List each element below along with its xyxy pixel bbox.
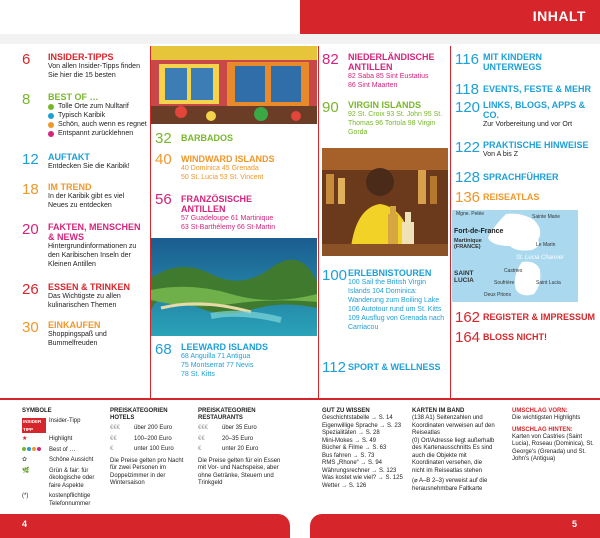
best-of-item: Typisch Karibik <box>48 111 147 120</box>
entry-title: FRANZÖSISCHE ANTILLEN <box>181 194 253 214</box>
barbados-house-photo <box>151 46 317 124</box>
entry-title: SPRACHFÜHRER <box>483 172 559 182</box>
left-page-number: 4 <box>22 519 28 529</box>
entry-description: Von allen Insider-Tipps finden Sie hier die 15 besten <box>48 63 140 79</box>
toc-entry[interactable] <box>22 320 142 348</box>
good-to-know-list: GUT ZU WISSEN Geschichtstabelle → S. 14 Eigenwillige Sprache → S. 23 Spezialitäten → S. 28 Mini-Mokes → S. 49 Bücher & Filme → S. 63 Bus fahren → S. 73 RMS „Rhone“ → S. 94 Währungsrechner → S. 123 Was kostet wie viel? → S. 125 Wetter → S. 126 <box>322 408 408 490</box>
entry-title: REGISTER & IMPRESSUM <box>483 312 596 322</box>
entry-title: SPORT & WELLNESS <box>348 362 441 372</box>
best-of-item: Tolle Orte zum Nulltarif <box>48 102 147 111</box>
reiseatlas-map[interactable] <box>452 210 578 302</box>
legend-heading: GUT ZU WISSEN <box>322 408 370 414</box>
entry-title: VIRGIN ISLANDS <box>348 100 422 110</box>
entry-description: Zur Vorbereitung und vor Ort <box>483 121 573 128</box>
best-of-item: Entspannt zurücklehnen <box>48 129 147 138</box>
entry-description: Shoppingspaß und Bummelfreuden <box>48 331 107 347</box>
map-label: Soufrière <box>494 280 515 286</box>
map-label: Deux Pitons <box>484 292 511 298</box>
legend-heading: KARTEN IM BAND <box>412 408 465 414</box>
toc-entry[interactable] <box>22 282 142 310</box>
legend-note: Die Preise gelten pro Nacht für zwei Personen im Doppelzimmer in der Wintersaison <box>110 457 184 486</box>
toc-entry[interactable] <box>322 100 447 137</box>
star-icon: ★ <box>22 436 28 442</box>
page-number: 118 <box>455 81 479 98</box>
footer-divider <box>0 398 600 400</box>
legend-heading: SYMBOLE <box>22 408 52 414</box>
entry-title: IM TREND <box>48 182 92 192</box>
map-label: Martinique (FRANCE) <box>454 238 482 250</box>
page-title: INHALT <box>532 8 586 24</box>
bartender-photo <box>322 148 448 256</box>
entry-description: Das Wichtigste zu allen kulinarischen Themen <box>48 293 121 309</box>
toc-entry[interactable] <box>455 309 596 326</box>
toc-entry[interactable] <box>322 359 447 376</box>
toc-entry[interactable] <box>455 52 595 72</box>
page-number: 116 <box>455 51 479 68</box>
page-number: 128 <box>455 169 481 186</box>
map-label: Mgne. Pelée <box>456 211 485 217</box>
page-number: 162 <box>455 309 481 326</box>
page-number: 56 <box>155 191 172 208</box>
page-number: 122 <box>455 139 481 156</box>
page-number: 6 <box>22 51 31 68</box>
toc-entry[interactable] <box>322 52 447 90</box>
page-number: 12 <box>22 151 39 168</box>
column-divider <box>450 46 451 398</box>
map-label: Sainte Marie <box>532 214 561 220</box>
symbol-legend: SYMBOLE INSIDER TIPP Insider-Tipp ★ Highlight Best of … ✿ Schöne Aussicht 🌿 Grün & fair: für ökologische oder faire Aspekte (*) kostenpflichtige Telefonnummer <box>22 408 104 508</box>
entry-description: In der Karibik gibt es viel Neues zu entdecken <box>48 193 125 209</box>
toc-entry[interactable] <box>155 130 315 147</box>
page-number: 68 <box>155 341 172 358</box>
maps-legend: KARTEN IM BAND (138 A1) Seitenzahlen und Koordinaten verweisen auf den Reiseatlas (0) Ort/Adresse liegt außerhalb des Kartenausschnitts Es sind auch die Objekte mit Koordinaten versehen, die nicht im Reiseatlas stehen (⌀ A–B 2–3) verweist auf die herausnehmbare Faltkarte <box>412 408 495 492</box>
toc-entry[interactable] <box>22 92 147 138</box>
hotel-price-legend: PREISKATEGORIEN HOTELS €€€ über 200 Euro €€ 100–200 Euro € unter 100 Euro Die Preise gelten pro Nacht für zwei Personen im Doppelzimmer in der Wintersaison <box>110 408 192 488</box>
entry-description: Entdecken Sie die Karibik! <box>48 163 130 170</box>
map-label: Castries <box>504 268 523 274</box>
entry-title: NIEDERLÄNDISCHE ANTILLEN <box>348 52 435 72</box>
restaurant-price-legend: PREISKATEGORIEN RESTAURANTS €€€ über 35 Euro €€ 20–35 Euro € unter 20 Euro Die Preise gelten für ein Essen mit Vor- und Nachspeise, aber ohne Getränke, Steuern und Trinkgeld <box>198 408 284 488</box>
page-number: 100 <box>322 267 348 284</box>
entry-subitems: 40 Dominica 45 Grenada 50 St. Lucia 53 St. Vincent <box>181 165 264 181</box>
entry-title: EVENTS, FESTE & MEHR <box>483 84 592 94</box>
map-label: SAINT LUCIA <box>454 270 474 284</box>
entry-title: ESSEN & TRINKEN <box>48 282 131 292</box>
best-of-item: Schön, auch wenn es regnet <box>48 120 147 129</box>
phone-cost-icon: (*) <box>22 493 29 499</box>
entry-title: BLOSS NICHT! <box>483 332 547 342</box>
left-page-bar <box>0 514 290 538</box>
green-dot-icon <box>48 104 54 110</box>
entry-title: FAKTEN, MENSCHEN & NEWS <box>48 222 141 242</box>
entry-title: LEEWARD ISLANDS <box>181 342 269 352</box>
toc-entry[interactable] <box>455 329 595 346</box>
header-stripe <box>0 34 600 44</box>
page-number: 136 <box>455 189 481 206</box>
entry-title: INSIDER-TIPPS <box>48 52 114 62</box>
entry-title: ERLEBNISTOUREN <box>348 268 432 278</box>
entry-title: EINKAUFEN <box>48 320 101 330</box>
toc-entry[interactable] <box>22 182 142 210</box>
leaf-icon: 🌿 <box>22 467 30 474</box>
page-number: 164 <box>455 329 481 346</box>
entry-title: MIT KINDERN UNTERWEGS <box>483 52 542 72</box>
map-label: Saint Lucia <box>536 280 561 286</box>
magenta-dot-icon <box>48 131 54 137</box>
toc-entry[interactable] <box>455 189 595 206</box>
entry-subitems: 92 St. Croix 93 St. John 95 St. Thomas 96 Tortola 98 Virgin Gorda <box>348 111 443 136</box>
entry-title: WINDWARD ISLANDS <box>181 154 275 164</box>
entry-title: REISEATLAS <box>483 192 540 202</box>
page-number: 90 <box>322 99 339 116</box>
page-number: 26 <box>22 281 39 298</box>
toc-entry[interactable] <box>455 140 595 159</box>
page-number: 120 <box>455 99 481 116</box>
page-number: 30 <box>22 319 39 336</box>
entry-subitems: 68 Anguilla 71 Antigua 75 Montserrat 77 Nevis 78 St. Kitts <box>181 353 254 378</box>
entry-title: PRAKTISCHE HINWEISE <box>483 140 589 150</box>
legend-note: Die Preise gelten für ein Essen mit Vor- und Nachspeise, aber ohne Getränke, Steuern und Trinkgeld <box>198 457 281 486</box>
entry-description: Hintergrundinformationen zu den Karibischen Inseln der Kleinen Antillen <box>48 243 137 268</box>
column-divider <box>318 46 319 398</box>
view-icon: ✿ <box>22 457 28 463</box>
insider-tip-badge-icon: INSIDER TIPP <box>22 418 46 433</box>
best-of-dots-icon <box>22 447 46 455</box>
toc-entry[interactable] <box>455 81 595 98</box>
entry-description: Von A bis Z <box>483 151 519 158</box>
toc-entry[interactable] <box>455 169 595 186</box>
entry-title: BEST OF … <box>48 92 99 102</box>
page-number: 8 <box>22 91 31 108</box>
right-page-number: 5 <box>572 519 578 529</box>
entry-subitems: 82 Saba 85 Sint Eustatius 86 Sint Maarten <box>348 73 429 89</box>
blue-dot-icon <box>48 113 54 119</box>
toc-entry[interactable] <box>455 100 595 129</box>
toc-entry[interactable] <box>22 152 142 171</box>
entry-title: LINKS, BLOGS, APPS & CO. <box>483 100 586 120</box>
page-number: 82 <box>322 51 339 68</box>
toc-entry[interactable] <box>322 268 447 332</box>
map-label: Fort-de-France <box>454 228 504 235</box>
entry-subitems: 57 Guadeloupe 61 Martinique 63 St-Barthélemy 66 St-Martin <box>181 215 276 231</box>
entry-subitems: 100 Sail the British Virgin Islands 104 Dominica: Wanderung zum Boiling Lake 106 Autotour rund um St. Kitts 109 Ausflug von Grenada nach Carriacou <box>348 279 445 331</box>
toc-entry[interactable] <box>155 192 315 232</box>
toc-entry[interactable] <box>22 222 142 269</box>
page-number: 112 <box>322 359 346 376</box>
orange-dot-icon <box>48 122 54 128</box>
cover-legend: UMSCHLAG VORN: Die wichtigsten Highlights UMSCHLAG HINTEN: Karten von Castries (Saint Lucia), Roseau (Dominica), St. George's (Grenada) und St. John's (Antigua) <box>512 408 594 462</box>
entry-title: BARBADOS <box>181 133 234 143</box>
legend-heading: PREISKATEGORIEN HOTELS <box>110 408 168 421</box>
toc-entry[interactable] <box>155 152 315 182</box>
page-number: 40 <box>155 151 172 168</box>
island-aerial-photo <box>151 238 317 336</box>
page-number: 20 <box>22 221 39 238</box>
legend-heading: PREISKATEGORIEN RESTAURANTS <box>198 408 256 421</box>
header-bar <box>300 0 600 34</box>
right-page-bar <box>310 514 600 538</box>
entry-title: AUFTAKT <box>48 152 90 162</box>
map-label: Le Marin <box>536 242 556 248</box>
toc-entry[interactable] <box>155 342 315 379</box>
page-number: 18 <box>22 181 39 198</box>
page-number: 32 <box>155 130 172 147</box>
map-label: St. Lucia Channel <box>516 255 564 261</box>
toc-entry[interactable] <box>22 52 142 80</box>
